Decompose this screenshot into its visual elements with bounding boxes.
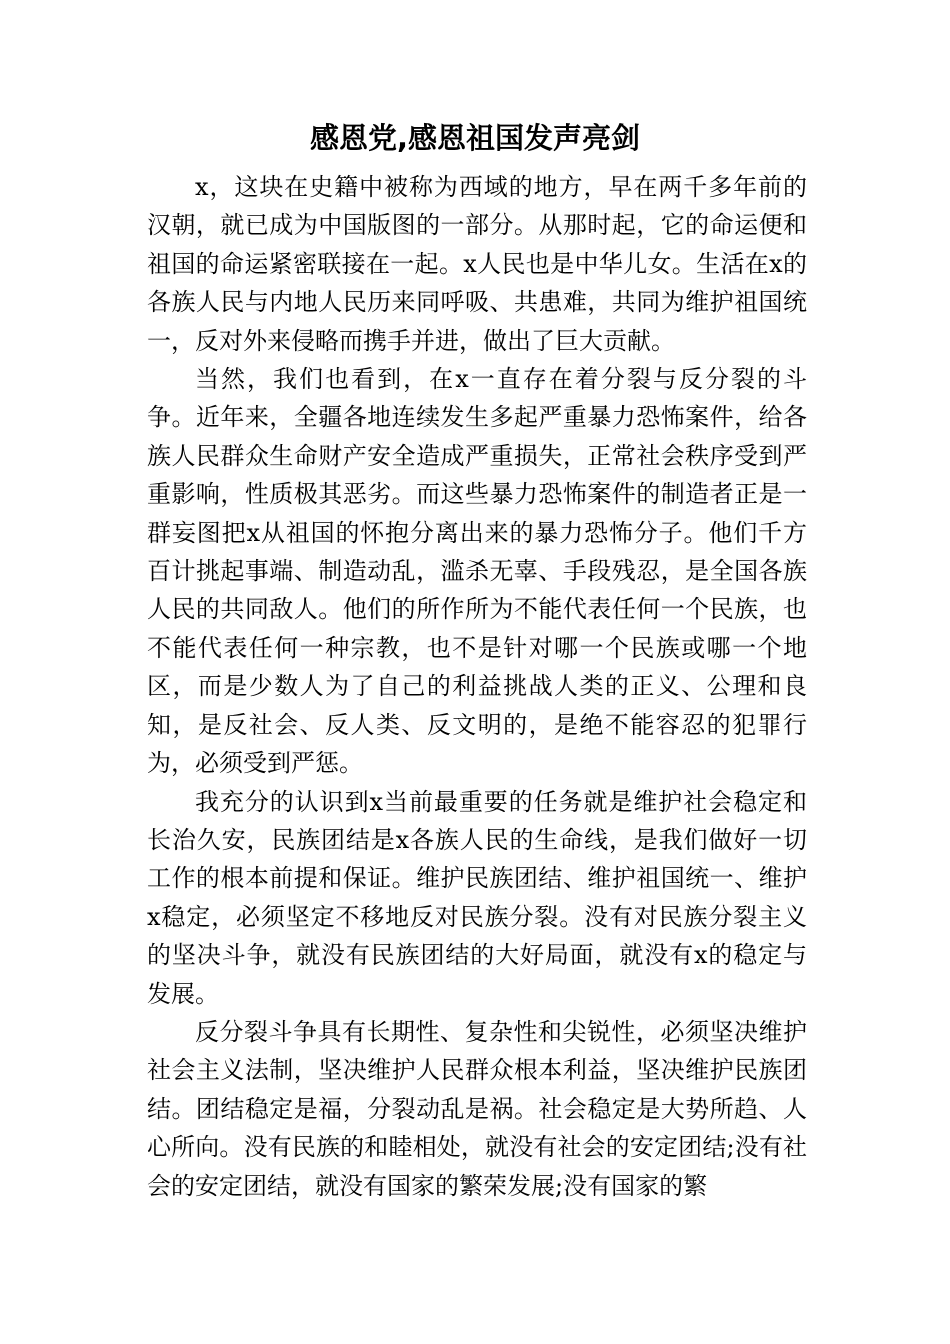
paragraph-2: 当然，我们也看到，在x一直存在着分裂与反分裂的斗争。近年来，全疆各地连续发生多起严重暴力恐怖案件，给各族人民群众生命财产安全造成严重损失，正常社会秩序受到严重影响，性质极其恶劣。而这些暴力恐怖案件的制造者正是一群妄图把x从祖国的怀抱分离出来的暴力恐怖分子。他们千方百计挑起事端、制造动乱，滥杀无辜、手段残忍，是全国各族人民的共同敌人。他们的所作所为不能代表任何一个民族，也不能代表任何一种宗教，也不是针对哪一个民族或哪一个地区，而是少数人为了自己的利益挑战人类的正义、公理和良知，是反社会、反人类、反文明的，是绝不能容忍的犯罪行为，必须受到严惩。 [147, 365, 807, 778]
document-title: 感恩党,感恩祖国发声亮剑 [309, 121, 641, 155]
paragraph-3: 我充分的认识到x当前最重要的任务就是维护社会稳定和长治久安，民族团结是x各族人民的生命线，是我们做好一切工作的根本前提和保证。维护民族团结、维护祖国统一、维护x稳定，必须坚定不移地反对民族分裂。没有对民族分裂主义的坚决斗争，就没有民族团结的大好局面，就没有x的稳定与发展。 [147, 787, 807, 1008]
document-body [147, 168, 807, 1205]
paragraph-1: x，这块在史籍中被称为西域的地方，早在两千多年前的汉朝，就已成为中国版图的一部分。从那时起，它的命运便和祖国的命运紧密联接在一起。x人民也是中华儿女。生活在x的各族人民与内地人民历来同呼吸、共患难，共同为维护祖国统一，反对外来侵略而携手并进，做出了巨大贡献。 [147, 173, 807, 355]
paragraph-4: 反分裂斗争具有长期性、复杂性和尖锐性，必须坚决维护社会主义法制，坚决维护人民群众根本利益，坚决维护民族团结。团结稳定是福，分裂动乱是祸。社会稳定是大势所趋、人心所向。没有民族的和睦相处，就没有社会的安定团结;没有社会的安定团结，就没有国家的繁荣发展;没有国家的繁 [147, 1017, 807, 1200]
